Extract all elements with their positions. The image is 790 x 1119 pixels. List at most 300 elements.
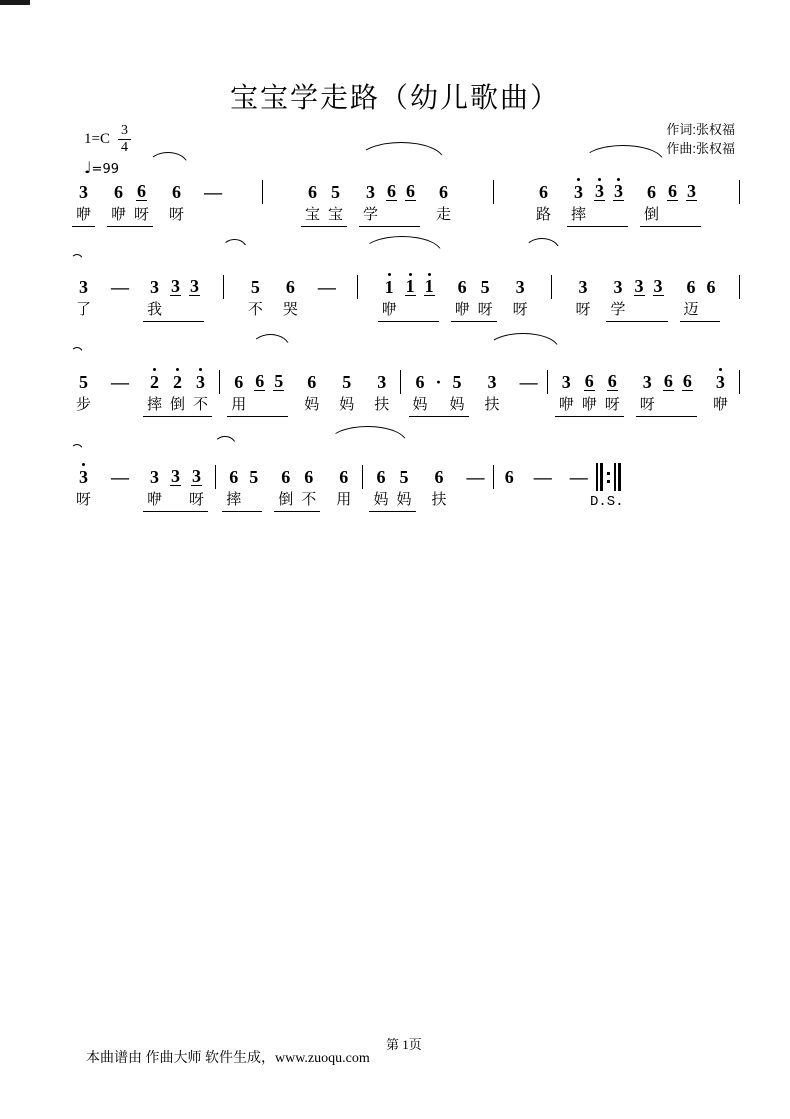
note-number: 6 bbox=[229, 467, 239, 487]
music-system bbox=[72, 366, 740, 417]
note-group bbox=[532, 176, 555, 226]
note-number: 6 bbox=[234, 372, 244, 392]
note bbox=[474, 271, 497, 322]
note-number: 1 bbox=[405, 276, 415, 296]
high-octave-dot bbox=[388, 273, 391, 276]
duration-dash: — bbox=[519, 372, 536, 392]
barline bbox=[739, 370, 740, 394]
note bbox=[297, 461, 320, 512]
note-number: 6 bbox=[663, 371, 673, 391]
note-number: 5 bbox=[452, 372, 462, 392]
slur-arc bbox=[148, 152, 188, 165]
measure bbox=[72, 461, 208, 512]
note bbox=[532, 176, 555, 226]
duration-dash: — bbox=[111, 372, 128, 392]
note-number: 6 bbox=[307, 372, 317, 392]
lyricist-credit: 作词:张权福 bbox=[666, 122, 735, 137]
note bbox=[143, 461, 166, 512]
high-octave-dot bbox=[82, 463, 85, 466]
note-number: 3 bbox=[573, 182, 583, 202]
note bbox=[636, 366, 659, 417]
note-group bbox=[566, 461, 590, 511]
note bbox=[530, 461, 554, 511]
lyric: 咿 bbox=[147, 492, 163, 508]
barline bbox=[215, 465, 216, 489]
note bbox=[370, 366, 393, 416]
note bbox=[606, 271, 629, 322]
note bbox=[107, 461, 131, 511]
barline bbox=[262, 180, 263, 204]
note-number: 6 bbox=[682, 371, 692, 391]
lyric: 宝 bbox=[304, 207, 320, 223]
note-number: 6 bbox=[538, 182, 548, 202]
note-number: 1 bbox=[384, 277, 394, 297]
duration-dash: — bbox=[111, 467, 128, 487]
note-number: 5 bbox=[250, 277, 260, 297]
barline bbox=[551, 275, 552, 299]
lyric: 呀 bbox=[169, 207, 185, 223]
lyric: 呀 bbox=[76, 492, 92, 508]
repeat-bar-thin bbox=[614, 463, 616, 491]
lyric: 呀 bbox=[575, 302, 591, 318]
note-number: 5 bbox=[330, 182, 340, 202]
note bbox=[516, 366, 540, 416]
measure bbox=[227, 366, 393, 417]
note-number: 6 bbox=[686, 277, 696, 297]
note bbox=[279, 271, 302, 321]
note-number: 6 bbox=[281, 467, 291, 487]
note-number: 6 bbox=[304, 467, 314, 487]
slur-arc bbox=[582, 145, 664, 162]
note bbox=[609, 176, 628, 227]
key-signature: 1=C bbox=[84, 131, 110, 147]
time-signature-denominator: 4 bbox=[120, 140, 128, 155]
note bbox=[446, 366, 469, 417]
note-group bbox=[359, 176, 420, 227]
lyric: 了 bbox=[76, 302, 92, 318]
slur-arc bbox=[214, 436, 236, 445]
barline bbox=[219, 370, 220, 394]
note bbox=[463, 461, 487, 511]
note bbox=[703, 271, 720, 322]
note-number: 3 bbox=[487, 372, 497, 392]
time-signature bbox=[118, 124, 131, 155]
note-group bbox=[279, 271, 302, 321]
note-number: 5 bbox=[342, 372, 352, 392]
barline bbox=[547, 370, 548, 394]
credits bbox=[666, 120, 735, 158]
note bbox=[378, 271, 401, 322]
high-octave-dot bbox=[199, 368, 202, 371]
note bbox=[578, 366, 601, 417]
note-number: 5 bbox=[249, 467, 259, 487]
lyric: 呀 bbox=[134, 207, 150, 223]
lyric: 呀 bbox=[639, 397, 655, 413]
note bbox=[130, 176, 153, 227]
duration-dash: — bbox=[569, 467, 586, 487]
note bbox=[359, 176, 382, 227]
note-group bbox=[709, 366, 732, 416]
note-number: 3 bbox=[594, 181, 604, 201]
slur-arc bbox=[362, 236, 442, 253]
note bbox=[166, 461, 185, 512]
note-number: 3 bbox=[634, 276, 644, 296]
time-signature-numerator: 3 bbox=[118, 124, 131, 140]
note-group bbox=[165, 176, 188, 226]
note-group bbox=[227, 366, 288, 417]
measure bbox=[555, 366, 732, 417]
barline bbox=[493, 465, 494, 489]
note-group bbox=[571, 271, 594, 321]
note-group bbox=[72, 271, 95, 321]
high-octave-dot bbox=[719, 368, 722, 371]
lyric: 呀 bbox=[604, 397, 620, 413]
lyric: 妈 bbox=[412, 397, 428, 413]
barline bbox=[400, 370, 401, 394]
note bbox=[107, 271, 131, 321]
lyric: 用 bbox=[231, 397, 247, 413]
note bbox=[601, 366, 624, 417]
note-number: 3 bbox=[613, 181, 623, 201]
score-meta bbox=[84, 124, 131, 177]
lyric: 咿 bbox=[111, 207, 127, 223]
note bbox=[245, 461, 262, 512]
note-group bbox=[640, 176, 701, 227]
barline bbox=[357, 275, 358, 299]
lyric: 呀 bbox=[477, 302, 493, 318]
note-group bbox=[409, 366, 469, 417]
note-number: 6 bbox=[667, 181, 677, 201]
note-number: 3 bbox=[653, 276, 663, 296]
lyric: 走 bbox=[436, 207, 452, 223]
music-system bbox=[72, 176, 740, 227]
note-number: 3 bbox=[79, 182, 88, 202]
note-number: 5 bbox=[480, 277, 490, 297]
note-number: 5 bbox=[79, 372, 88, 392]
lyric: 不 bbox=[301, 492, 317, 508]
note-number: 6 bbox=[504, 467, 514, 487]
note-group bbox=[222, 461, 262, 512]
note-group bbox=[107, 461, 131, 511]
note-number: 3 bbox=[79, 467, 88, 487]
note-number: 3 bbox=[192, 466, 202, 486]
note bbox=[143, 271, 166, 322]
note-group bbox=[451, 271, 497, 322]
note-group bbox=[200, 176, 224, 226]
lyric: 摔 bbox=[147, 397, 163, 413]
lyric: 咿 bbox=[454, 302, 470, 318]
duration-dash: — bbox=[111, 277, 128, 297]
note-number: 6 bbox=[415, 372, 425, 392]
note-group bbox=[107, 271, 131, 321]
lyric: 宝 bbox=[327, 207, 343, 223]
note-number: 3 bbox=[715, 372, 725, 392]
note-group bbox=[244, 271, 267, 321]
note-group bbox=[143, 461, 208, 512]
note bbox=[143, 366, 166, 417]
note-number: 6 bbox=[706, 277, 716, 297]
note bbox=[274, 461, 297, 512]
note-number: 5 bbox=[399, 467, 409, 487]
note-number: 6 bbox=[255, 371, 265, 391]
scan-artifact bbox=[0, 0, 30, 5]
note bbox=[451, 271, 474, 322]
note bbox=[107, 366, 131, 416]
barline bbox=[739, 180, 740, 204]
end-spacer bbox=[628, 461, 740, 462]
high-octave-dot bbox=[176, 368, 179, 371]
note-number: 3 bbox=[150, 277, 160, 297]
note-group bbox=[501, 461, 518, 511]
measure bbox=[301, 176, 455, 227]
lyric: 咿 bbox=[712, 397, 728, 413]
note-number: 6 bbox=[307, 182, 317, 202]
note-group bbox=[378, 271, 439, 322]
note-group bbox=[72, 366, 95, 416]
quarter-note-icon: ♩ bbox=[84, 158, 92, 177]
note bbox=[409, 366, 432, 417]
note-number: 6 bbox=[406, 181, 416, 201]
lyric: 用 bbox=[336, 492, 352, 508]
note bbox=[680, 271, 703, 322]
note-group bbox=[72, 461, 95, 511]
note bbox=[301, 176, 324, 227]
note-group bbox=[107, 366, 131, 416]
note bbox=[393, 461, 416, 512]
duration-dash: — bbox=[533, 467, 550, 487]
lyric: 妈 bbox=[373, 492, 389, 508]
note-number: 3 bbox=[171, 466, 181, 486]
note bbox=[189, 366, 212, 417]
note bbox=[314, 271, 338, 321]
measure bbox=[378, 271, 532, 322]
note-number: 6 bbox=[172, 182, 182, 202]
lyric: 妈 bbox=[304, 397, 320, 413]
note-number: 1 bbox=[424, 276, 434, 296]
note bbox=[332, 461, 355, 511]
note-number: 6 bbox=[457, 277, 467, 297]
note-number: 2 bbox=[150, 372, 160, 392]
slur-arc bbox=[524, 238, 560, 251]
note-number: 6 bbox=[137, 181, 147, 201]
barline bbox=[223, 275, 224, 299]
repeat-bar-thick bbox=[618, 463, 622, 491]
barline bbox=[739, 275, 740, 299]
note-group bbox=[300, 366, 323, 416]
slur-arc bbox=[251, 334, 290, 348]
repeat-bar-thick bbox=[600, 463, 604, 491]
note-group bbox=[481, 366, 504, 416]
note-group bbox=[680, 271, 720, 322]
note bbox=[630, 271, 649, 322]
measure bbox=[532, 176, 701, 227]
ds-marking: D.S. bbox=[590, 494, 624, 510]
note bbox=[401, 271, 420, 322]
barline bbox=[362, 465, 363, 489]
lyric: 不 bbox=[247, 302, 263, 318]
lyric: 我 bbox=[147, 302, 163, 318]
note bbox=[72, 366, 95, 416]
note-number: 3 bbox=[613, 277, 623, 297]
note bbox=[663, 176, 682, 227]
lyric: 路 bbox=[535, 207, 551, 223]
note-number: · bbox=[435, 372, 442, 392]
note bbox=[382, 176, 401, 227]
measure bbox=[409, 366, 540, 417]
note bbox=[166, 366, 189, 417]
slur-arc bbox=[487, 333, 559, 349]
note-number: 6 bbox=[387, 181, 397, 201]
note-number: 3 bbox=[561, 372, 571, 392]
slur-arc bbox=[328, 426, 407, 443]
high-octave-dot bbox=[577, 178, 580, 181]
measure bbox=[571, 271, 719, 322]
note-group bbox=[567, 176, 628, 227]
note-number: 6 bbox=[584, 371, 594, 391]
note-number: 3 bbox=[171, 276, 181, 296]
note bbox=[566, 461, 590, 511]
note-group bbox=[107, 176, 153, 227]
footer-credit: 本曲谱由 作曲大师 软件生成，www.zuoqu.com bbox=[86, 1051, 370, 1066]
lyric: 学 bbox=[610, 302, 626, 318]
measure bbox=[222, 461, 355, 512]
note bbox=[185, 271, 204, 322]
tempo-value: =99 bbox=[91, 162, 119, 177]
slur-arc bbox=[71, 254, 83, 260]
lyric: 咿 bbox=[558, 397, 574, 413]
note bbox=[72, 461, 95, 511]
lyric: 妈 bbox=[339, 397, 355, 413]
lyric: 呀 bbox=[189, 492, 205, 508]
note bbox=[107, 176, 130, 227]
song-title: 宝宝学走路（幼儿歌曲） bbox=[229, 83, 560, 114]
repeat-sign bbox=[596, 463, 621, 491]
slur-arc bbox=[222, 239, 247, 249]
measure bbox=[501, 461, 590, 511]
note-number: 3 bbox=[686, 181, 696, 201]
repeat-bar-thin bbox=[596, 463, 598, 491]
note-group bbox=[370, 366, 393, 416]
note bbox=[250, 366, 269, 417]
note-number: 3 bbox=[366, 182, 375, 202]
note bbox=[709, 366, 732, 416]
lyric: 倒 bbox=[170, 397, 186, 413]
duration-dash: — bbox=[466, 467, 483, 487]
measure bbox=[72, 176, 224, 227]
note-number: 2 bbox=[173, 372, 183, 392]
note-number: 5 bbox=[274, 371, 284, 391]
measure bbox=[72, 271, 204, 322]
lyric: 学 bbox=[363, 207, 379, 223]
repeat-dot bbox=[607, 472, 610, 475]
note bbox=[165, 176, 188, 226]
high-octave-dot bbox=[153, 368, 156, 371]
note-number: 3 bbox=[377, 372, 387, 392]
note-group bbox=[463, 461, 487, 511]
lyric: 咿 bbox=[581, 397, 597, 413]
note-group bbox=[332, 461, 355, 511]
note-group bbox=[335, 366, 358, 416]
note bbox=[369, 461, 392, 512]
composer-credit: 作曲:张权福 bbox=[666, 141, 735, 156]
note bbox=[244, 271, 267, 321]
note-number: 3 bbox=[79, 277, 88, 297]
note bbox=[640, 176, 663, 227]
note-group bbox=[301, 176, 347, 227]
note-number: 6 bbox=[646, 182, 656, 202]
lyric: 倒 bbox=[643, 207, 659, 223]
note bbox=[335, 366, 358, 416]
lyric: 咿 bbox=[76, 207, 92, 223]
lyric: 呀 bbox=[512, 302, 528, 318]
note bbox=[509, 271, 532, 321]
note-number: 3 bbox=[578, 277, 588, 297]
note bbox=[401, 176, 420, 227]
lyric: 扶 bbox=[431, 492, 447, 508]
note bbox=[420, 271, 439, 322]
note-number: 3 bbox=[642, 372, 652, 392]
note-group bbox=[555, 366, 624, 417]
lyric: 迈 bbox=[683, 302, 699, 318]
note-group bbox=[72, 176, 95, 227]
note-group bbox=[369, 461, 415, 512]
note bbox=[555, 366, 578, 417]
slur-arc bbox=[71, 347, 83, 353]
note-number: 3 bbox=[515, 277, 525, 297]
note bbox=[222, 461, 245, 512]
lyric: 扶 bbox=[484, 397, 500, 413]
note bbox=[72, 176, 95, 227]
note bbox=[649, 271, 668, 322]
duration-dash: — bbox=[317, 277, 334, 297]
note bbox=[678, 366, 697, 417]
note-number: 6 bbox=[285, 277, 295, 297]
note-group bbox=[428, 461, 451, 511]
note bbox=[659, 366, 678, 417]
note bbox=[185, 461, 208, 512]
note-group bbox=[143, 366, 212, 417]
repeat-dots bbox=[605, 463, 612, 491]
note bbox=[501, 461, 518, 511]
page-number: 第 1页 bbox=[386, 1037, 422, 1052]
note bbox=[269, 366, 288, 417]
note-number: 3 bbox=[150, 467, 160, 487]
tempo-marking bbox=[84, 158, 131, 177]
measure bbox=[72, 366, 212, 417]
note bbox=[481, 366, 504, 416]
note bbox=[227, 366, 250, 417]
measure bbox=[244, 271, 338, 321]
note-group bbox=[516, 366, 540, 416]
lyric: 扶 bbox=[374, 397, 390, 413]
lyric: 哭 bbox=[282, 302, 298, 318]
note-number: 6 bbox=[434, 467, 444, 487]
note-number: 6 bbox=[439, 182, 449, 202]
note-group bbox=[314, 271, 338, 321]
note-group bbox=[509, 271, 532, 321]
note-number: 6 bbox=[339, 467, 349, 487]
note-group bbox=[432, 176, 455, 226]
note-group bbox=[636, 366, 697, 417]
note bbox=[682, 176, 701, 227]
lyric: 不 bbox=[193, 397, 209, 413]
note bbox=[72, 271, 95, 321]
note-group bbox=[606, 271, 667, 322]
slur-arc bbox=[358, 142, 444, 160]
note-number: 6 bbox=[607, 371, 617, 391]
lyric: 摔 bbox=[570, 207, 586, 223]
note-number: 6 bbox=[114, 182, 124, 202]
